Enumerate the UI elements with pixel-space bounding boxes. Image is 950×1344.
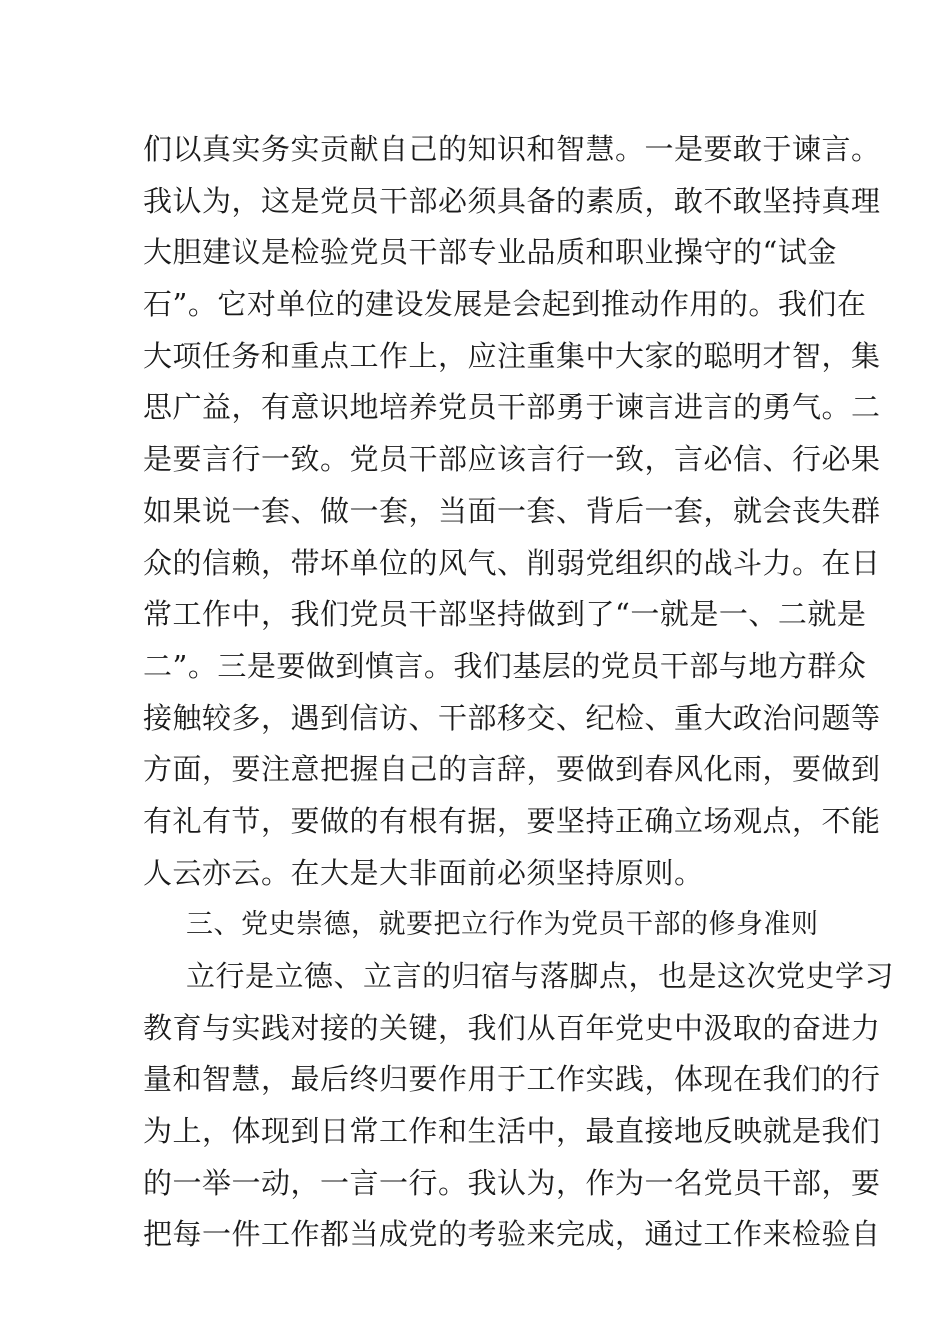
text-line: 们以真实务实贡献自己的知识和智慧。一是要敢于谏言。 bbox=[143, 132, 881, 166]
text-line: 我认为，这是党员干部必须具备的素质，敢不敢坚持真理 bbox=[143, 183, 881, 218]
text-line: 常工作中，我们党员干部坚持做到了“一就是一、二就是 bbox=[143, 597, 867, 632]
text-line: 把每一件工作都当成党的考验来完成，通过工作来检验自 bbox=[143, 1217, 881, 1252]
text-line: 为上，体现到日常工作和生活中，最直接地反映就是我们 bbox=[143, 1114, 881, 1149]
text-line: 是要言行一致。党员干部应该言行一致，言必信、行必果 bbox=[143, 442, 881, 477]
text-line: 立行是立德、立言的归宿与落脚点，也是这次党史学习 bbox=[186, 959, 895, 993]
text-line: 有礼有节，要做的有根有据，要坚持正确立场观点，不能 bbox=[143, 803, 881, 838]
text-line: 大胆建议是检验党员干部专业品质和职业操守的“试金 bbox=[143, 235, 837, 270]
text-line: 人云亦云。在大是大非面前必须坚持原则。 bbox=[143, 855, 704, 890]
text-line: 量和智慧，最后终归要作用于工作实践，体现在我们的行 bbox=[143, 1062, 881, 1097]
body-text bbox=[143, 124, 895, 1261]
text-line: 方面，要注意把握自己的言辞，要做到春风化雨，要做到 bbox=[143, 752, 881, 787]
section-heading: 三、党史崇德，就要把立行作为党员干部的修身准则 bbox=[186, 909, 819, 941]
text-line: 大项任务和重点工作上，应注重集中大家的聪明才智，集 bbox=[143, 338, 881, 373]
text-line: 如果说一套、做一套，当面一套、背后一套，就会丧失群 bbox=[143, 493, 881, 528]
text-line: 思广益，有意识地培养党员干部勇于谏言进言的勇气。二 bbox=[143, 390, 881, 425]
text-line: 接触较多，遇到信访、干部移交、纪检、重大政治问题等 bbox=[143, 700, 881, 735]
text-line: 教育与实践对接的关键，我们从百年党史中汲取的奋进力 bbox=[143, 1010, 881, 1045]
text-line: 的一举一动，一言一行。我认为，作为一名党员干部，要 bbox=[143, 1165, 881, 1200]
text-line: 二”。三是要做到慎言。我们基层的党员干部与地方群众 bbox=[143, 648, 867, 683]
text-line: 众的信赖，带坏单位的风气、削弱党组织的战斗力。在日 bbox=[143, 545, 881, 580]
text-line: 石”。它对单位的建设发展是会起到推动作用的。我们在 bbox=[143, 287, 867, 322]
